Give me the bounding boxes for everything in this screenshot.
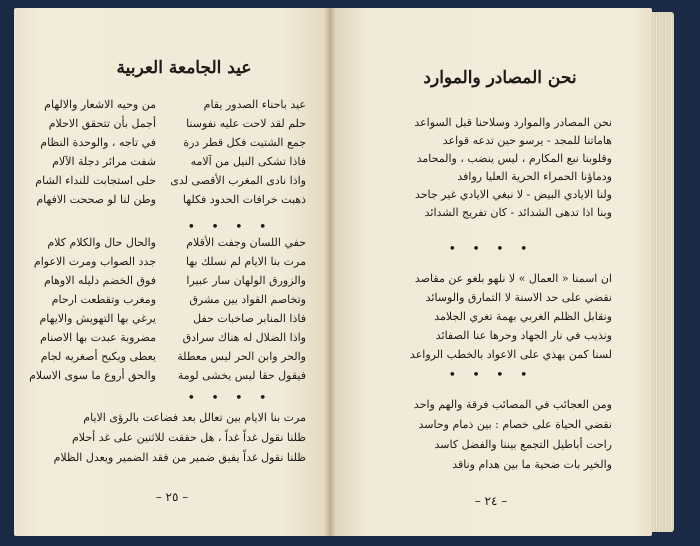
right-page bbox=[330, 8, 652, 536]
poem-verse bbox=[34, 350, 306, 364]
book-gutter bbox=[324, 8, 336, 536]
poem-verse bbox=[34, 236, 306, 250]
poem-line: راحت أباطيل التجمع بيننا والفضل كاسد bbox=[434, 438, 612, 451]
poem-line: مرت بنا الايام بين تعالل بعد فضاعت بالرؤى الايام bbox=[83, 411, 306, 424]
verse-first-hemistich: جمع الشتيت فكل قطر درة bbox=[183, 136, 306, 149]
page-number: – ٢٤ – bbox=[474, 494, 508, 508]
verse-first-hemistich: حفي اللسان وجفت الأقلام bbox=[186, 236, 306, 249]
poem-verse bbox=[34, 117, 306, 131]
poem-line: ولنا الايادي البيض - لا نبغي الايادي غير جاحد bbox=[414, 188, 612, 201]
right-page-title: نحن المصادر والموارد bbox=[423, 68, 577, 88]
poem-line: ونذيب في نار الجهاد وحرها عنا الصفائد bbox=[435, 329, 612, 342]
poem-verse bbox=[34, 331, 306, 345]
verse-second-hemistich: ومغرب وتقطعت ارحام bbox=[51, 293, 156, 306]
verse-first-hemistich: والزورق الولهان سار عبيرا bbox=[186, 274, 306, 287]
verse-first-hemistich: واذا الضلال له هناك سرادق bbox=[182, 331, 306, 344]
verse-first-hemistich: ذهبت خرافات الحدود فكلها bbox=[182, 193, 306, 206]
section-separator: • • • • bbox=[448, 368, 534, 383]
verse-second-hemistich: والحق أروع ما سوى الاسلام bbox=[29, 369, 156, 382]
poem-line: نقضي الحياة على خصام : بين ذمام وحاسد bbox=[418, 418, 612, 431]
poem-line: لسنا كمن يهذي على الاعواد بالخطب الرواعد bbox=[409, 348, 612, 361]
poem-verse bbox=[34, 312, 306, 326]
poem-verse bbox=[34, 255, 306, 269]
poem-line: ظلنا نقول غداً يفيق ضمير من فقد الضمير ويعدل الظلام bbox=[53, 451, 306, 464]
verse-first-hemistich: والحر وابن الحر ليس معطلة bbox=[177, 350, 306, 363]
poem-verse bbox=[34, 274, 306, 288]
verse-second-hemistich: من وحيه الاشعار والالهام bbox=[44, 98, 156, 111]
poem-verse bbox=[29, 369, 306, 383]
poem-line: ودماؤنا الحمراء الحرية العليا روافد bbox=[457, 170, 612, 183]
verse-first-hemistich: فاذا تشكى النيل من آلامه bbox=[190, 155, 306, 168]
poem-verse bbox=[34, 98, 306, 112]
verse-first-hemistich: مرت بنا الايام لم نسلك بها bbox=[185, 255, 306, 268]
verse-second-hemistich: حلى استجابت للنداء الشام bbox=[35, 174, 156, 187]
section-separator: • • • • bbox=[187, 391, 273, 406]
poem-line: نحن المصادر والموارد وسلاحنا قبل السواعد bbox=[414, 116, 612, 129]
verse-second-hemistich: جدد الصواب ومرت الاعوام bbox=[33, 255, 156, 268]
poem-verse bbox=[34, 293, 306, 307]
verse-second-hemistich: مضروبة عبدت بها الاصنام bbox=[40, 331, 156, 344]
poem-verse bbox=[34, 155, 306, 169]
poem-line: والخير بات ضحية ما بين هدام وناقد bbox=[452, 458, 612, 471]
poem-line: ونقابل الظلم الغربي بهمة تغري الجلامد bbox=[434, 310, 612, 323]
verse-second-hemistich: يعطى ويكبح أصغريه لجام bbox=[40, 350, 156, 363]
verse-first-hemistich: فيقول حقا ليس يخشى لومة bbox=[177, 369, 306, 382]
verse-first-hemistich: فاذا المنابر صاخبات حفل bbox=[193, 312, 306, 325]
verse-first-hemistich: وتخاصم القواد بين مشرق bbox=[189, 293, 306, 306]
verse-second-hemistich: فوق الخضم دليله الاوهام bbox=[43, 274, 156, 287]
poem-verse bbox=[34, 174, 306, 188]
left-page-title: عيد الجامعة العربية bbox=[116, 58, 252, 78]
verse-second-hemistich: شفت مرائر دجلة الآلام bbox=[52, 155, 156, 168]
verse-second-hemistich: والحال حال والكلام كلام bbox=[47, 236, 156, 249]
verse-first-hemistich: حلم لقد لاحت عليه نفوسنا bbox=[186, 117, 306, 130]
poem-line: وقلوبنا نبع المكارم ، ليس ينضب ، والمحامد bbox=[416, 152, 612, 165]
section-separator: • • • • bbox=[187, 220, 273, 235]
poem-line: نقضي على حد الاسنة لا التمارق والوسائد bbox=[425, 291, 612, 304]
page-number: – ٢٥ – bbox=[155, 490, 189, 504]
page-edges bbox=[652, 12, 674, 532]
poem-line: ومن العجائب في المصائب فرقة والهم واحد bbox=[413, 398, 612, 411]
verse-second-hemistich: وطن لنا لو صححت الافهام bbox=[36, 193, 156, 206]
poem-line: ظلنا نقول غداً غداً ، هل حققت للاثنين على غد أحلام bbox=[71, 431, 306, 444]
open-book bbox=[14, 8, 674, 536]
verse-second-hemistich: يرغي بها التهويش والايهام bbox=[39, 312, 156, 325]
poem-line: وبنا اذا تدهى الشدائد - كان تفريج الشدائد bbox=[424, 206, 612, 219]
poem-line: ان اسمنا « العمال » لا نلهو بلغو عن مقاصد bbox=[414, 272, 612, 285]
verse-first-hemistich: عيد باحناء الصدور يقام bbox=[203, 98, 306, 111]
poem-verse bbox=[34, 193, 306, 207]
poem-line: هاماتنا للمجد - يرسو حين تدعه قواعد bbox=[442, 134, 612, 147]
verse-first-hemistich: واذا نادى المغرب الأقصى لدى bbox=[170, 174, 306, 187]
poem-verse bbox=[34, 136, 306, 150]
left-page bbox=[14, 8, 330, 536]
section-separator: • • • • bbox=[448, 242, 534, 257]
verse-second-hemistich: في تاجه ، والوحدة النظام bbox=[40, 136, 156, 149]
verse-second-hemistich: أجمل بأن تتحقق الاحلام bbox=[48, 117, 156, 130]
